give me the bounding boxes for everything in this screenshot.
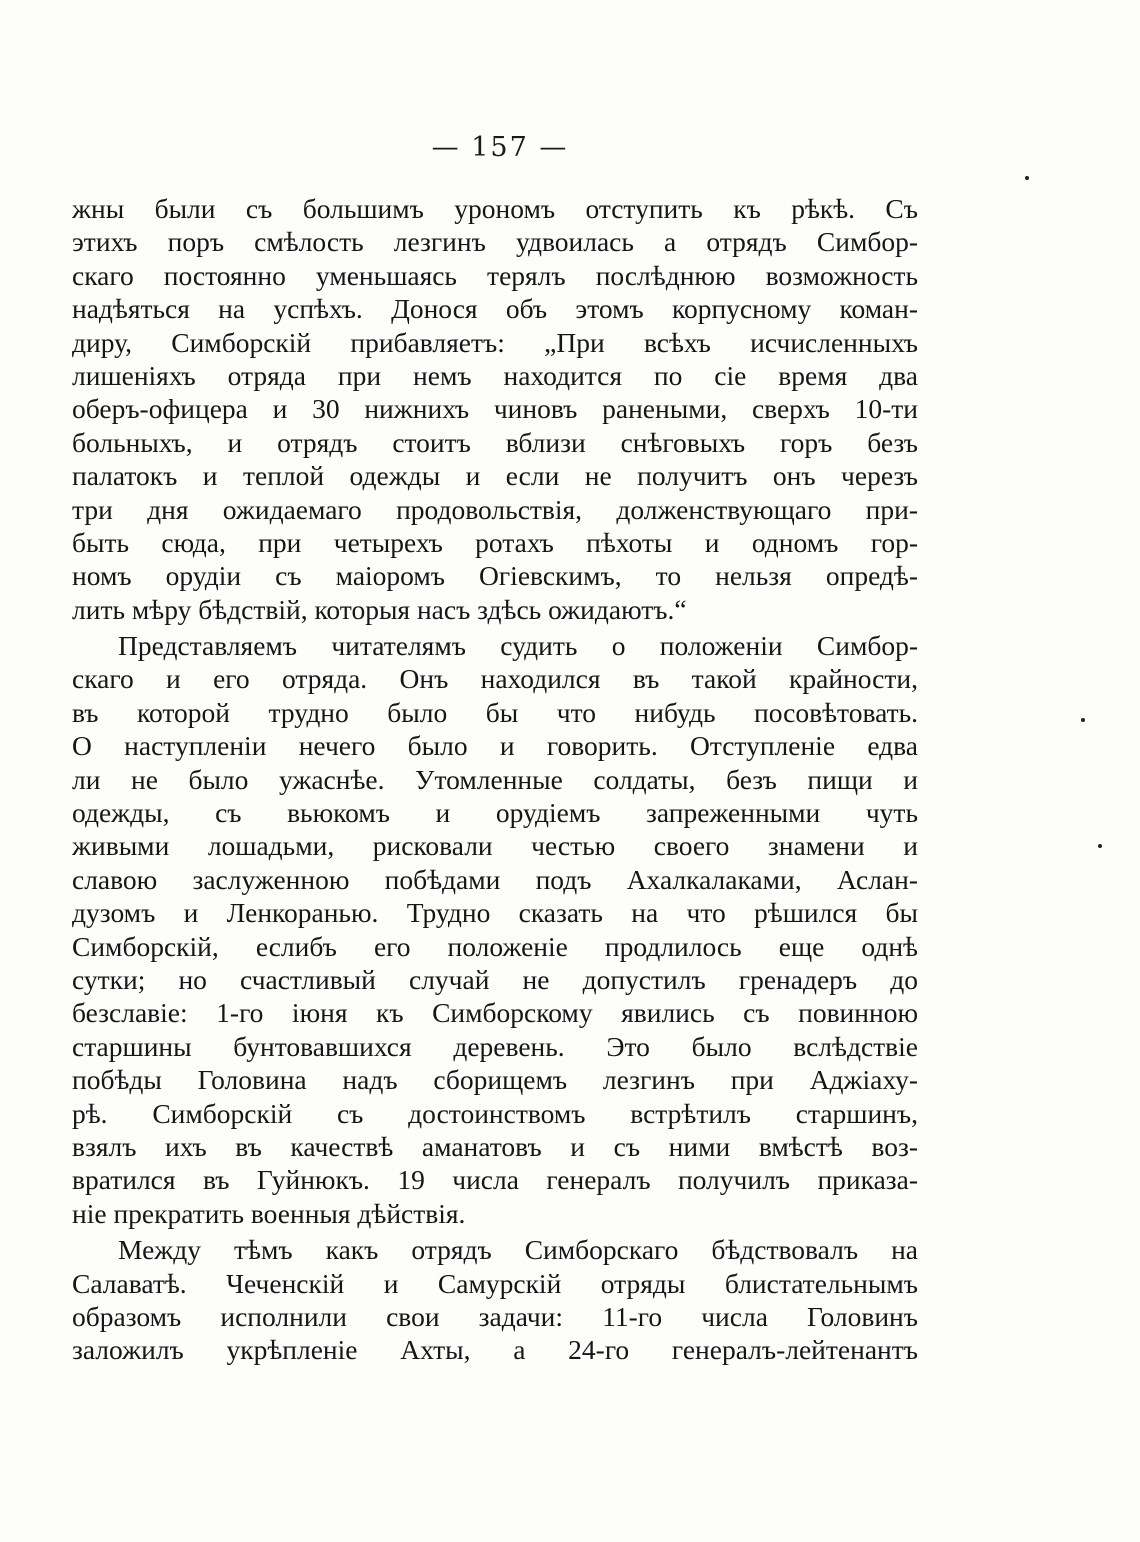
- text-line: Между тѣмъ какъ отрядъ Симборскаго бѣдствовалъ на: [118, 1234, 918, 1266]
- paragraph-3: [72, 1233, 918, 1367]
- text-line: этихъ поръ смѣлость лезгинъ удвоилась а отрядъ Симбор-: [72, 226, 918, 258]
- text-line: рѣ. Симборскій съ достоинствомъ встрѣтилъ старшинъ,: [72, 1097, 918, 1129]
- text-line: заложилъ укрѣпленіе Ахты, а 24-го генералъ-лейтенантъ: [72, 1334, 918, 1366]
- text-line: надѣяться на успѣхъ. Донося объ этомъ корпусному коман-: [72, 293, 918, 325]
- text-line: скаго постоянно уменьшаясь терялъ послѣднюю возможность: [72, 259, 918, 291]
- text-line: Симборскій, еслибъ его положеніе продлилось еще однѣ: [72, 930, 918, 962]
- text-line: безславіе: 1-го іюня къ Симборскому явились съ повинною: [72, 997, 918, 1029]
- text-line: образомъ исполнили свои задачи: 11-го числа Головинъ: [72, 1300, 918, 1332]
- text-line: лить мѣру бѣдствій, которыя насъ здѣсь ожидаютъ.“: [72, 593, 687, 625]
- scan-speck: [1081, 718, 1085, 722]
- text-line: побѣды Головина надъ сборищемъ лезгинъ при Аджіаху-: [72, 1064, 918, 1096]
- text-line: ніе прекратить военныя дѣйствія.: [72, 1197, 466, 1229]
- text-line: О наступленіи нечего было и говорить. Отступленіе едва: [72, 730, 918, 762]
- text-line: живыми лошадьми, рисковали честью своего знамени и: [72, 830, 918, 862]
- text-line: въ которой трудно было бы что нибудь посовѣтовать.: [72, 696, 918, 728]
- text-line: скаго и его отряда. Онъ находился въ такой крайности,: [72, 663, 918, 695]
- text-line: одежды, съ вьюкомъ и орудіемъ запреженными чуть: [72, 797, 918, 829]
- scan-speck: [1025, 176, 1029, 180]
- page-number: — 157 —: [431, 132, 569, 163]
- text-line: лишеніяхъ отряда при немъ находится по сіе время два: [72, 359, 918, 391]
- text-line: старшины бунтовавшихся деревень. Это было вслѣдствіе: [72, 1030, 918, 1062]
- text-line: Представляемъ читателямъ судить о положеніи Симбор-: [118, 630, 918, 662]
- paragraph-1: [72, 192, 918, 626]
- text-line: жны были съ большимъ урономъ отступить къ рѣкѣ. Съ: [72, 193, 918, 224]
- text-line: сутки; но счастливый случай не допустилъ гренадеръ до: [72, 963, 918, 995]
- text-line: больныхъ, и отрядъ стоитъ вблизи снѣговыхъ горъ безъ: [72, 426, 918, 458]
- text-line: три дня ожидаемаго продовольствія, долженствующаго при-: [72, 493, 918, 525]
- text-line: взялъ ихъ въ качествѣ аманатовъ и съ ними вмѣстѣ воз-: [72, 1130, 918, 1162]
- body-text: [72, 192, 918, 1367]
- text-line: вратился въ Гуйнюкъ. 19 числа генералъ получилъ приказа-: [72, 1164, 918, 1196]
- text-line: Салаватѣ. Чеченскій и Самурскій отряды блистательнымъ: [72, 1267, 918, 1299]
- text-line: оберъ-офицера и 30 нижнихъ чиновъ ранеными, сверхъ 10-ти: [72, 393, 918, 425]
- text-line: дузомъ и Ленкоранью. Трудно сказать на что рѣшился бы: [72, 897, 918, 929]
- text-line: славою заслуженною побѣдами подъ Ахалкалаками, Аслан-: [72, 863, 918, 895]
- paragraph-2: [72, 629, 918, 1230]
- text-line: палатокъ и теплой одежды и если не получитъ онъ черезъ: [72, 460, 918, 492]
- text-line: ли не было ужаснѣе. Утомленные солдаты, безъ пищи и: [72, 763, 918, 795]
- scan-speck: [1098, 844, 1102, 848]
- text-line: быть сюда, при четырехъ ротахъ пѣхоты и одномъ гор-: [72, 526, 918, 558]
- text-line: номъ орудіи съ маіоромъ Огіевскимъ, то нельзя опредѣ-: [72, 560, 918, 592]
- text-line: диру, Симборскій прибавляетъ: „При всѣхъ исчисленныхъ: [72, 326, 918, 358]
